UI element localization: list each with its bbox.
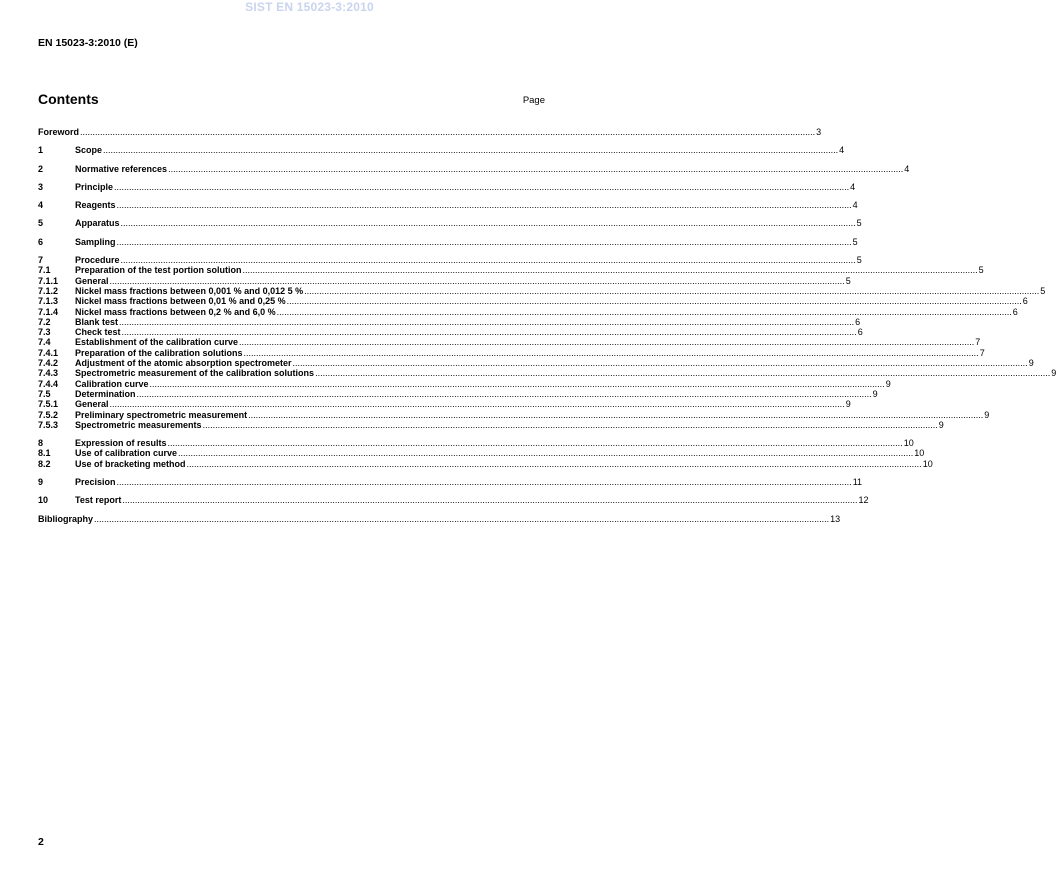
toc-entry-title: Calibration curve	[75, 378, 149, 389]
toc-entry-page: 9	[845, 399, 851, 410]
toc-dot-leader	[277, 307, 1012, 317]
toc-dot-leader	[121, 218, 856, 228]
toc-entry-title: Principle	[75, 181, 114, 192]
toc-entry-title: General	[75, 275, 109, 286]
toc-dot-leader	[187, 459, 922, 469]
toc-entry-title: Expression of results	[75, 438, 167, 449]
toc-entry[interactable]	[38, 347, 985, 358]
toc-entry[interactable]	[38, 255, 862, 266]
toc-entry-page: 3	[816, 127, 822, 137]
toc-entry-number: 1	[38, 145, 44, 156]
toc-entry-page: 9	[984, 409, 990, 420]
toc-entry-number: 7.1.2	[38, 285, 59, 296]
toc-entry-number: 7.5.3	[38, 419, 59, 430]
toc-entry-title: Determination	[75, 388, 136, 399]
toc-entry-number: 4	[38, 200, 44, 211]
toc-entry-title: Bibliography	[38, 513, 94, 524]
toc-entry[interactable]	[38, 163, 910, 174]
toc-entry-title: Scope	[75, 145, 103, 156]
toc-entry-title: General	[75, 399, 109, 410]
toc-entry-title: Normative references	[75, 163, 168, 174]
toc-entry-page: 10	[922, 458, 933, 469]
toc-entry-title: Reagents	[75, 200, 116, 211]
toc-entry-title: Preparation of the calibration solutions	[75, 347, 243, 358]
toc-entry-page: 7	[979, 347, 985, 358]
toc-entry-number: 7.5.2	[38, 409, 59, 420]
toc-entry-number: 2	[38, 163, 44, 174]
toc-entry-page: 5	[856, 255, 862, 266]
toc-entry-title: Nickel mass fractions between 0,001 % and 0,012 5 %	[75, 285, 304, 296]
document-header: EN 15023-3:2010 (E)	[38, 37, 138, 49]
toc-dot-leader	[315, 368, 1050, 378]
toc-entry-number: 9	[38, 477, 44, 488]
toc-dot-leader	[203, 420, 938, 430]
toc-entry-page: 9	[1028, 358, 1034, 369]
toc-entry-title: Sampling	[75, 236, 116, 247]
toc-entry-page: 5	[1040, 285, 1046, 296]
toc-entry-number: 7.2	[38, 316, 51, 327]
toc-entry-title: Spectrometric measurements	[75, 419, 202, 430]
toc-entry-title: Preparation of the test portion solution	[75, 265, 242, 276]
toc-entry-number: 7.1.4	[38, 306, 59, 317]
toc-dot-leader	[137, 389, 872, 399]
toc-entry-number: 7.5.1	[38, 399, 59, 410]
page-column-label: Page	[522, 95, 545, 106]
toc-entry[interactable]	[38, 378, 891, 389]
toc-entry-number: 8.1	[38, 448, 51, 459]
toc-entry-number: 7.4.2	[38, 358, 59, 369]
toc-entry-number: 3	[38, 181, 44, 192]
toc-dot-leader	[248, 410, 983, 420]
toc-entry-title: Nickel mass fractions between 0,2 % and 6,0 %	[75, 306, 276, 317]
toc-dot-leader	[243, 265, 978, 275]
toc-entry-title: Precision	[75, 477, 116, 488]
toc-dot-leader	[117, 200, 852, 210]
toc-entry-title: Establishment of the calibration curve	[75, 337, 239, 348]
toc-entry-title: Preliminary spectrometric measurement	[75, 409, 248, 420]
toc-entry-number: 7.5	[38, 388, 51, 399]
toc-dot-leader	[117, 477, 852, 487]
toc-entry-title: Nickel mass fractions between 0,01 % and 0,25 %	[75, 296, 286, 307]
toc-dot-leader	[287, 296, 1022, 306]
toc-entry-page: 13	[830, 513, 841, 524]
toc-entry[interactable]	[38, 438, 914, 449]
toc-entry-number: 8	[38, 438, 44, 449]
toc-entry-page: 12	[858, 495, 869, 506]
toc-entry[interactable]	[38, 200, 858, 211]
toc-entry-page: 11	[852, 477, 863, 488]
toc-entry[interactable]	[38, 316, 861, 327]
toc-entry-title: Foreword	[38, 127, 80, 137]
toc-entry-page: 4	[850, 181, 856, 192]
toc-dot-leader	[103, 145, 838, 155]
toc-entry[interactable]	[38, 181, 856, 192]
toc-entry-page: 6	[1022, 296, 1028, 307]
toc-dot-leader	[178, 448, 913, 458]
toc-entry-title: Test report	[75, 495, 122, 506]
toc-dot-leader	[122, 495, 857, 505]
toc-entry[interactable]	[38, 477, 863, 488]
toc-dot-leader	[244, 348, 979, 358]
toc-dot-leader	[304, 286, 1039, 296]
watermark: SIST EN 15023-3:2010	[245, 0, 374, 14]
toc-dot-leader	[110, 399, 845, 409]
toc-entry[interactable]	[38, 296, 1028, 307]
toc-entry[interactable]	[38, 513, 841, 524]
toc-entry[interactable]	[38, 399, 851, 410]
toc-entry[interactable]	[38, 127, 822, 137]
toc-entry-number: 7.1.3	[38, 296, 59, 307]
toc-entry-number: 7.1.1	[38, 275, 59, 286]
table-of-contents	[38, 127, 1056, 524]
toc-entry-page: 9	[938, 419, 944, 430]
toc-entry-number: 6	[38, 236, 44, 247]
toc-entry-page: 5	[852, 236, 858, 247]
toc-dot-leader	[117, 237, 852, 247]
toc-entry[interactable]	[38, 409, 990, 420]
toc-entry-title: Check test	[75, 327, 121, 338]
toc-entry-page: 5	[978, 265, 984, 276]
toc-dot-leader	[150, 379, 885, 389]
toc-dot-leader	[119, 317, 854, 327]
toc-entry-number: 7.4.1	[38, 347, 59, 358]
toc-entry[interactable]	[38, 358, 1034, 369]
toc-entry-page: 5	[856, 218, 862, 229]
toc-entry[interactable]	[38, 337, 981, 348]
toc-entry-title: Use of calibration curve	[75, 448, 178, 459]
toc-entry[interactable]	[38, 368, 1056, 379]
toc-entry-number: 7.4.4	[38, 378, 59, 389]
toc-dot-leader	[80, 127, 815, 137]
toc-entry-number: 8.2	[38, 458, 51, 469]
toc-entry[interactable]	[38, 218, 862, 229]
toc-entry-number: 7.1	[38, 265, 51, 276]
toc-entry-number: 7.4	[38, 337, 51, 348]
toc-entry-title: Blank test	[75, 316, 119, 327]
toc-dot-leader	[94, 514, 829, 524]
toc-entry[interactable]	[38, 145, 845, 156]
toc-entry[interactable]	[38, 495, 869, 506]
contents-title: Contents	[38, 91, 99, 107]
toc-entry-number: 10	[38, 495, 49, 506]
toc-entry-number: 7.4.3	[38, 368, 59, 379]
toc-entry[interactable]	[38, 388, 878, 399]
toc-entry-page: 5	[845, 275, 851, 286]
toc-entry-page: 4	[839, 145, 845, 156]
toc-entry[interactable]	[38, 458, 933, 469]
toc-entry-title: Use of bracketing method	[75, 458, 186, 469]
toc-entry-page: 6	[855, 316, 861, 327]
toc-entry-page: 7	[975, 337, 981, 348]
toc-entry-page: 9	[872, 388, 878, 399]
toc-dot-leader	[122, 327, 857, 337]
toc-entry[interactable]	[38, 236, 858, 247]
toc-dot-leader	[121, 255, 856, 265]
toc-entry[interactable]	[38, 419, 944, 430]
toc-dot-leader	[168, 164, 903, 174]
toc-dot-leader	[293, 358, 1028, 368]
toc-dot-leader	[114, 182, 849, 192]
toc-dot-leader	[239, 337, 974, 347]
toc-entry-page: 4	[904, 163, 910, 174]
toc-entry-page: 6	[857, 327, 863, 338]
toc-entry[interactable]	[38, 327, 863, 338]
toc-entry[interactable]	[38, 448, 925, 459]
toc-entry-number: 7.3	[38, 327, 51, 338]
toc-dot-leader	[168, 438, 903, 448]
toc-entry-page: 9	[1051, 368, 1056, 379]
toc-entry-title: Apparatus	[75, 218, 120, 229]
toc-entry-page: 10	[903, 438, 914, 449]
toc-entry-page: 6	[1012, 306, 1018, 317]
toc-entry[interactable]	[38, 285, 1046, 296]
toc-dot-leader	[110, 276, 845, 286]
page-number: 2	[38, 836, 44, 848]
toc-entry[interactable]	[38, 306, 1018, 317]
toc-entry-page: 4	[852, 200, 858, 211]
toc-entry-title: Spectrometric measurement of the calibration solutions	[75, 368, 315, 379]
toc-entry[interactable]	[38, 275, 851, 286]
toc-entry-number: 5	[38, 218, 44, 229]
toc-entry-title: Procedure	[75, 255, 120, 266]
toc-entry-page: 10	[914, 448, 925, 459]
toc-entry[interactable]	[38, 265, 984, 276]
toc-entry-title: Adjustment of the atomic absorption spectrometer	[75, 358, 292, 369]
toc-entry-number: 7	[38, 255, 44, 266]
toc-entry-page: 9	[885, 378, 891, 389]
